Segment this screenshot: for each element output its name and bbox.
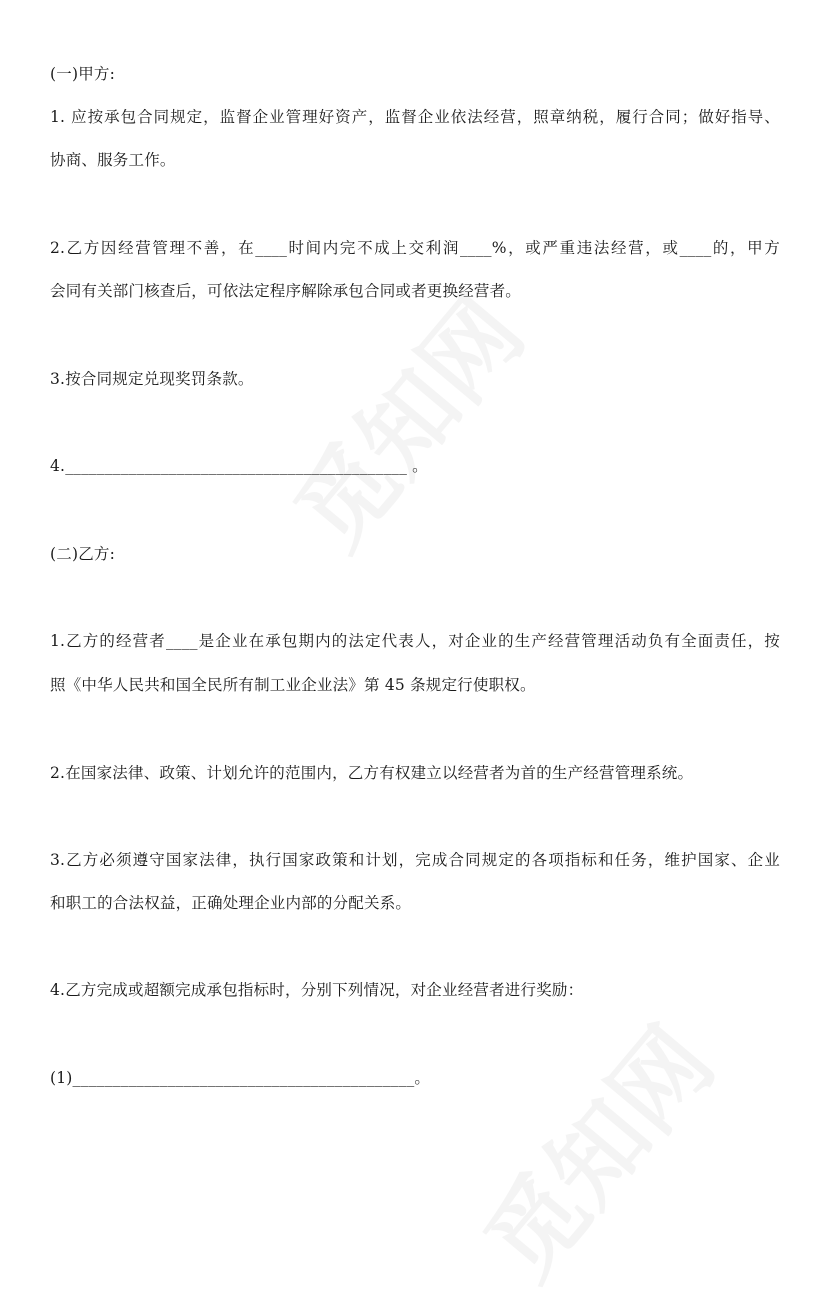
party-a-heading: (一)甲方: bbox=[50, 65, 116, 83]
clause-b3-line2: 和职工的合法权益，正确处理企业内部的分配关系。 bbox=[50, 894, 412, 912]
clause-a1-line1: 1. 应按承包合同规定，监督企业管理好资产，监督企业依法经营，照章纳税，履行合同；做好指导、 bbox=[50, 108, 780, 126]
clause-b1-line2: 照《中华人民共和国全民所有制工业企业法》第 45 条规定行使职权。 bbox=[50, 676, 536, 694]
clause-a2-line2: 会同有关部门核查后，可依法定程序解除承包合同或者更换经营者。 bbox=[50, 282, 522, 300]
clause-b2: 2.在国家法律、政策、计划允许的范围内，乙方有权建立以经营者为首的生产经营管理系统。 bbox=[50, 764, 694, 782]
clause-a4: 4.___________________________________________ 。 bbox=[50, 457, 428, 475]
party-b-heading: (二)乙方: bbox=[50, 545, 116, 563]
watermark bbox=[259, 264, 549, 573]
clause-a2-line1: 2.乙方因经营管理不善，在____时间内完不成上交利润____%，或严重违法经营，或____的，甲方 bbox=[50, 239, 780, 257]
clause-a3: 3.按合同规定兑现奖罚条款。 bbox=[50, 370, 254, 388]
clause-b4: 4.乙方完成或超额完成承包指标时，分别下列情况，对企业经营者进行奖励： bbox=[50, 981, 584, 999]
clause-a1-line2: 协商、服务工作。 bbox=[50, 151, 176, 169]
clause-b4-1: (1)___________________________________________。 bbox=[50, 1069, 431, 1087]
clause-b1-line1: 1.乙方的经营者____是企业在承包期内的法定代表人，对企业的生产经营管理活动负有全面责任，按 bbox=[50, 632, 780, 650]
watermark bbox=[449, 994, 739, 1303]
clause-b3-line1: 3.乙方必须遵守国家法律，执行国家政策和计划，完成合同规定的各项指标和任务，维护国家、企业 bbox=[50, 851, 780, 869]
